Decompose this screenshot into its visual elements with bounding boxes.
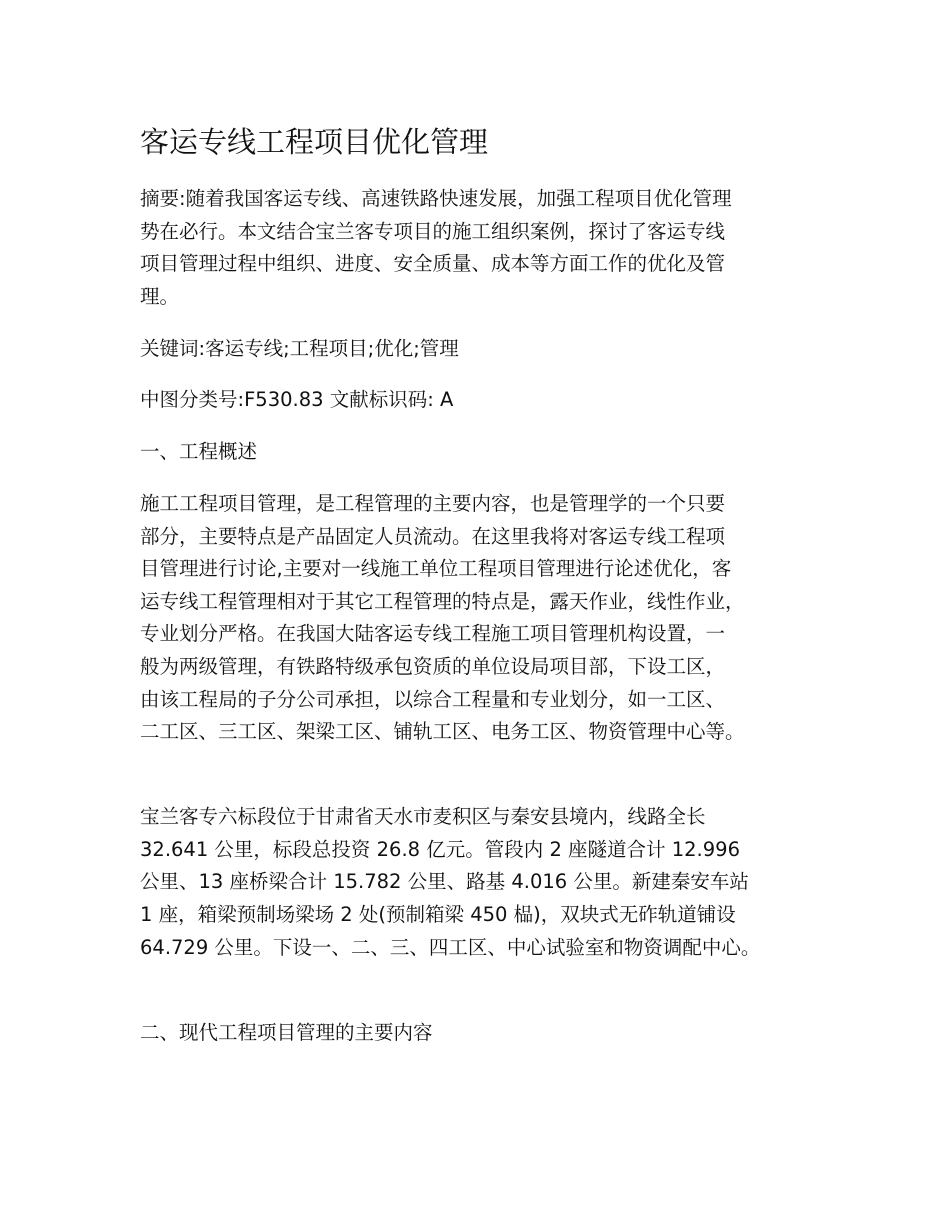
- keywords: 关键词:客运专线;工程项目;优化;管理: [140, 337, 459, 360]
- abstract-line: 势在必行。本文结合宝兰客专项目的施工组织案例，探讨了客运专线: [140, 220, 726, 243]
- paragraph-line: 由该工程局的子分公司承担，以综合工程量和专业划分，如一工区、: [140, 688, 726, 711]
- paragraph-line: 公里、13 座桥梁合计 15.782 公里、路基 4.016 公里。新建秦安车站: [140, 870, 749, 893]
- paragraph-line: 宝兰客专六标段位于甘肃省天水市麦积区与秦安县境内，线路全长: [140, 805, 706, 828]
- document-title: 客运专线工程项目优化管理: [140, 125, 489, 159]
- paragraph-line: 目管理进行讨论,主要对一线施工单位工程项目管理进行论述优化，客: [140, 557, 732, 580]
- paragraph-line: 运专线工程管理相对于其它工程管理的特点是，露天作业，线性作业，: [140, 590, 745, 613]
- section2-heading: 二、现代工程项目管理的主要内容: [140, 1021, 433, 1044]
- paragraph-line: 施工工程项目管理，是工程管理的主要内容，也是管理学的一个只要: [140, 492, 726, 515]
- abstract-line: 理。: [140, 285, 180, 308]
- paragraph-line: 二工区、三工区、架梁工区、铺轨工区、电务工区、物资管理中心等。: [140, 720, 745, 743]
- paragraph-line: 32.641 公里，标段总投资 26.8 亿元。管段内 2 座隧道合计 12.996: [140, 838, 740, 861]
- section1-heading: 一、工程概述: [140, 440, 258, 463]
- classification: 中图分类号:F530.83 文献标识码: A: [140, 388, 454, 411]
- paragraph-line: 部分，主要特点是产品固定人员流动。在这里我将对客运专线工程项: [140, 525, 726, 548]
- abstract-line: 摘要:随着我国客运专线、高速铁路快速发展，加强工程项目优化管理: [140, 187, 732, 210]
- paragraph-line: 般为两级管理，有铁路特级承包资质的单位设局项目部，下设工区，: [140, 655, 726, 678]
- abstract-line: 项目管理过程中组织、进度、安全质量、成本等方面工作的优化及管: [140, 252, 726, 275]
- paragraph-line: 1 座，箱梁预制场梁场 2 处(预制箱梁 450 榀)，双块式无砟轨道铺设: [140, 903, 736, 926]
- paragraph-line: 64.729 公里。下设一、二、三、四工区、中心试验室和物资调配中心。: [140, 936, 761, 959]
- paragraph-line: 专业划分严格。在我国大陆客运专线工程施工项目管理机构设置，一: [140, 622, 726, 645]
